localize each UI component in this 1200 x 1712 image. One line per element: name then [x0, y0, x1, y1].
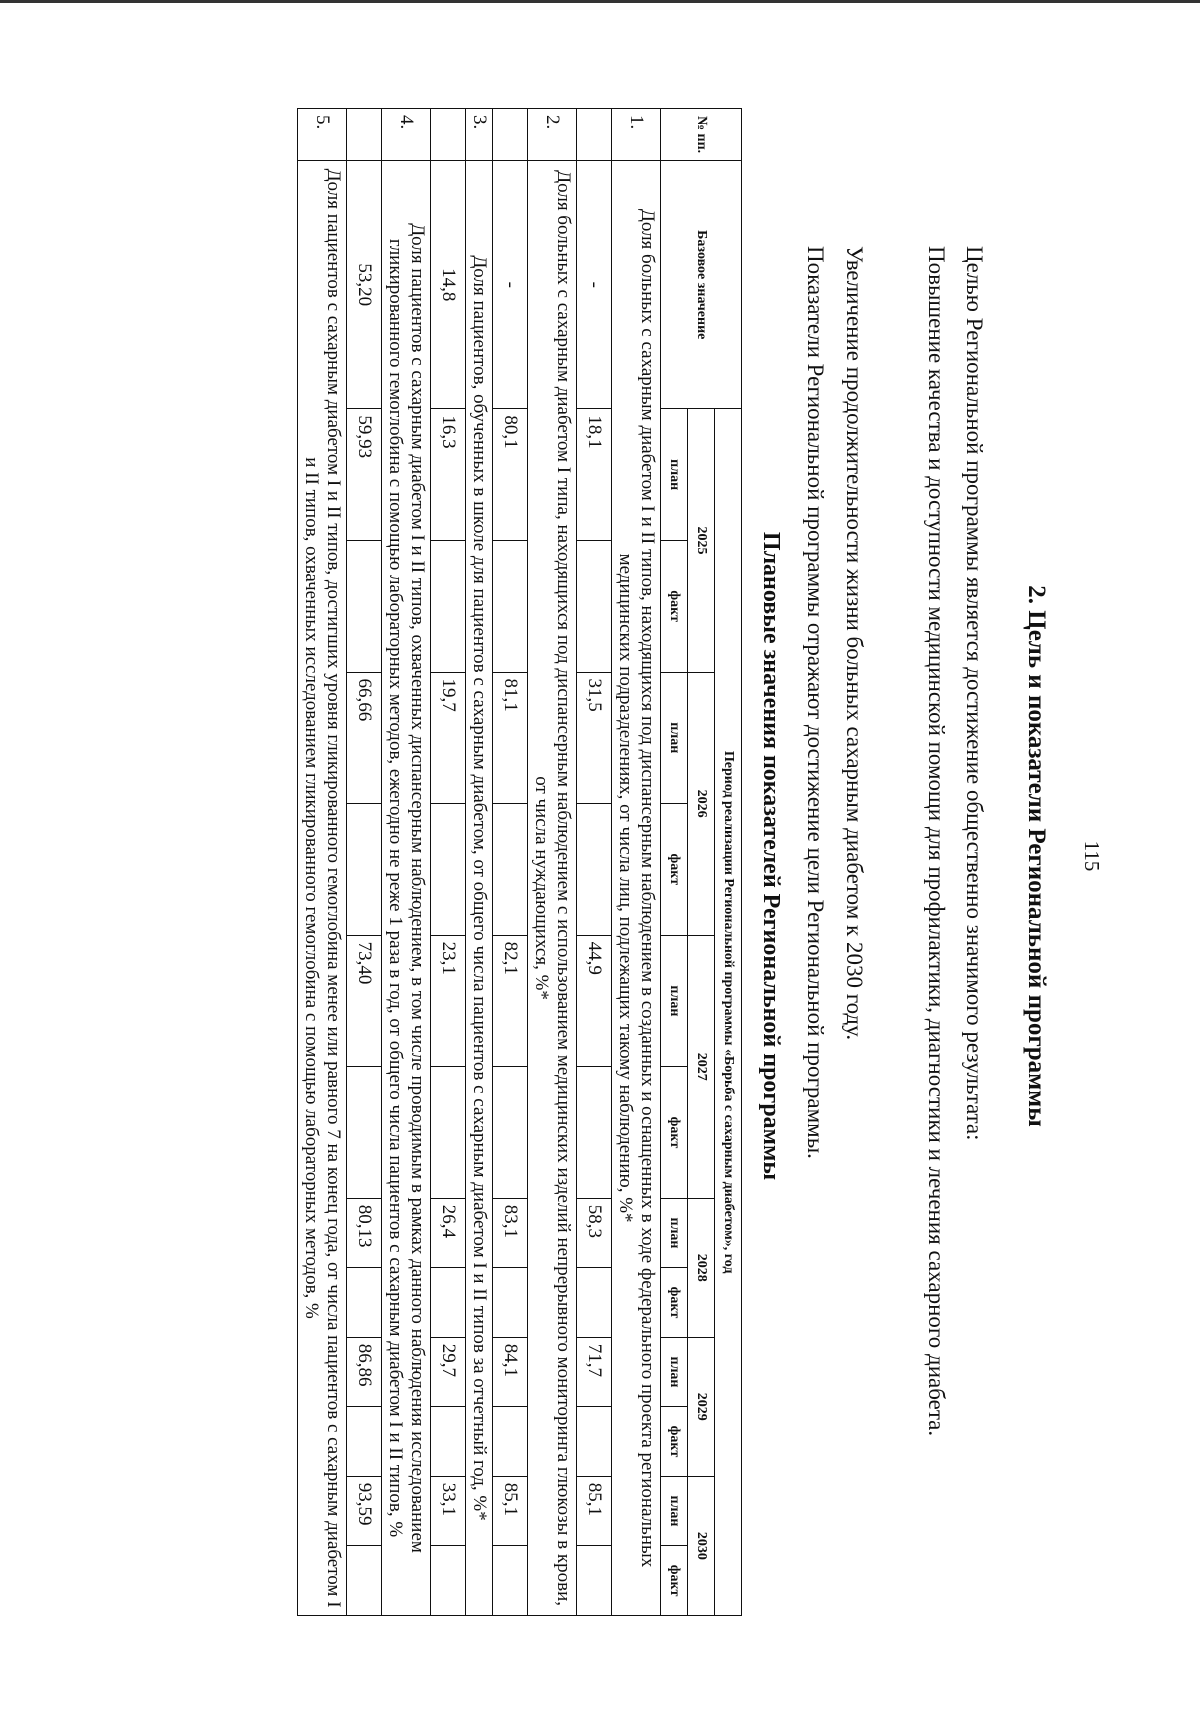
plan-value: 19,7 [431, 672, 466, 804]
page-number: 115 [1080, 840, 1104, 872]
empty-cell [431, 109, 466, 161]
fact-value [493, 1268, 528, 1338]
header-plan: план [661, 1198, 688, 1268]
indicator-row [382, 109, 431, 1616]
header-num: № пп. [661, 109, 742, 161]
plan-value: 84,1 [493, 1337, 528, 1407]
plan-value: 82,1 [493, 935, 528, 1067]
header-plan: план [661, 672, 688, 804]
values-row [493, 109, 528, 1616]
plan-value: 16,3 [431, 409, 466, 541]
plan-value: 93,59 [347, 1476, 382, 1546]
row-number: 5. [298, 109, 347, 161]
fact-value [493, 1407, 528, 1477]
plan-value: 83,1 [493, 1198, 528, 1268]
indicator-text: Доля больных с сахарным диабетом I и II типов, находящихся под диспансерным наблюдением в созданных и оснащенных в ходе федерального проекта региональных медицинских подразделениях, от числа лиц, подлежащих такому наблюдению, %* [612, 161, 661, 1616]
plan-value: 81,1 [493, 672, 528, 804]
header-fact: факт [661, 1268, 688, 1338]
fact-value [347, 1067, 382, 1199]
indicators-paragraph: Показатели Региональной программы отражают достижение цели Региональной программы. [803, 246, 828, 1159]
table-body [298, 109, 661, 1616]
header-year: 2028 [688, 1198, 715, 1337]
row-number: 3. [466, 109, 493, 161]
fact-value [431, 804, 466, 936]
header-plan: план [661, 409, 688, 541]
row-number: 1. [612, 109, 661, 161]
plan-value: 26,4 [431, 1198, 466, 1268]
fact-value [577, 1546, 612, 1616]
row-number: 4. [382, 109, 431, 161]
indicator-row [298, 109, 347, 1616]
table-title: Плановые значения показателей Региональной программы [758, 531, 784, 1181]
row-number: 2. [528, 109, 577, 161]
fact-value [577, 540, 612, 672]
table-header [661, 109, 742, 1616]
fact-value [431, 1546, 466, 1616]
header-fact: факт [661, 1067, 688, 1199]
empty-cell [577, 109, 612, 161]
empty-cell [347, 109, 382, 161]
plan-value: 86,86 [347, 1337, 382, 1407]
fact-value [577, 1407, 612, 1477]
quality-paragraph: Повышение качества и доступности медицинской помощи для профилактики, диагностики и лечения сахарного диабета. [924, 246, 949, 1437]
header-year: 2026 [688, 672, 715, 935]
plan-value: 44,9 [577, 935, 612, 1067]
fact-value [431, 1067, 466, 1199]
fact-value [347, 1546, 382, 1616]
fact-value [493, 1067, 528, 1199]
base-value: - [493, 161, 528, 409]
header-fact: факт [661, 804, 688, 936]
base-value: - [577, 161, 612, 409]
header-year: 2029 [688, 1337, 715, 1476]
values-row [431, 109, 466, 1616]
header-fact: факт [661, 1407, 688, 1477]
indicator-text: Доля пациентов с сахарным диабетом I и II типов, достигших уровня гликированного гемоглобина менее или равного 7 на конец года, от числа пациентов с сахарным диабетом I и II типов, охваченных исследованием гликированного гемоглобина с помощью лабораторных методов, % [298, 161, 347, 1616]
plan-value: 31,5 [577, 672, 612, 804]
indicator-text: Доля пациентов с сахарным диабетом I и II типов, охваченных диспансерным наблюдением, в том числе проводимым в рамках данного наблюдения исследованием гликированного гемоглобина с помощью лабораторных методов, ежегодно не реже 1 раза в год, от общего числа пациентов с сахарным диабетом I и II типов, % [382, 161, 431, 1616]
plan-value: 66,66 [347, 672, 382, 804]
plan-value: 80,13 [347, 1198, 382, 1268]
indicator-text: Доля больных с сахарным диабетом I типа, находящихся под диспансерным наблюдением с использованием медицинских изделий непрерывного мониторинга глюкозы в крови, от числа нуждающихся, %* [528, 161, 577, 1616]
header-fact: факт [661, 1546, 688, 1616]
header-year: 2025 [688, 409, 715, 672]
plan-value: 29,7 [431, 1337, 466, 1407]
fact-value [431, 1268, 466, 1338]
fact-value [347, 540, 382, 672]
lifespan-paragraph: Увеличение продолжительности жизни больных сахарным диабетом к 2030 году. [842, 246, 867, 1041]
fact-value [493, 804, 528, 936]
indicator-row [528, 109, 577, 1616]
plan-value: 85,1 [493, 1476, 528, 1546]
plan-value: 18,1 [577, 409, 612, 541]
plan-value: 73,40 [347, 935, 382, 1067]
header-plan: план [661, 935, 688, 1067]
fact-value [347, 1407, 382, 1477]
fact-value [431, 540, 466, 672]
values-row [347, 109, 382, 1616]
fact-value [347, 1268, 382, 1338]
fact-value [493, 1546, 528, 1616]
fact-value [577, 1067, 612, 1199]
goal-paragraph: Целью Региональной программы является достижение общественно значимого результата: [962, 246, 987, 1141]
values-row [577, 109, 612, 1616]
plan-value: 23,1 [431, 935, 466, 1067]
header-base: Базовое значение [661, 161, 742, 409]
fact-value [577, 1268, 612, 1338]
fact-value [431, 1407, 466, 1477]
plan-value: 58,3 [577, 1198, 612, 1268]
base-value: 14,8 [431, 161, 466, 409]
header-year: 2030 [688, 1476, 715, 1615]
plan-value: 85,1 [577, 1476, 612, 1546]
header-period: Период реализации Региональной программы «Борьба с сахарным диабетом», год [715, 409, 742, 1616]
empty-cell [493, 109, 528, 161]
header-plan: план [661, 1337, 688, 1407]
indicator-row [612, 109, 661, 1616]
header-fact: факт [661, 540, 688, 672]
fact-value [577, 804, 612, 936]
plan-value: 71,7 [577, 1337, 612, 1407]
base-value: 53,20 [347, 161, 382, 409]
plan-value: 33,1 [431, 1476, 466, 1546]
header-plan: план [661, 1476, 688, 1546]
fact-value [493, 540, 528, 672]
plan-value: 80,1 [493, 409, 528, 541]
fact-value [347, 804, 382, 936]
indicator-row [466, 109, 493, 1616]
planned-values-table [297, 108, 742, 1616]
indicator-text: Доля пациентов, обученных в школе для пациентов с сахарным диабетом, от общего числа пациентов с сахарным диабетом I и II типов за отчетный год, %* [466, 161, 493, 1616]
plan-value: 59,93 [347, 409, 382, 541]
section-title: 2. Цель и показатели Региональной программы [1023, 585, 1050, 1127]
header-year: 2027 [688, 935, 715, 1198]
